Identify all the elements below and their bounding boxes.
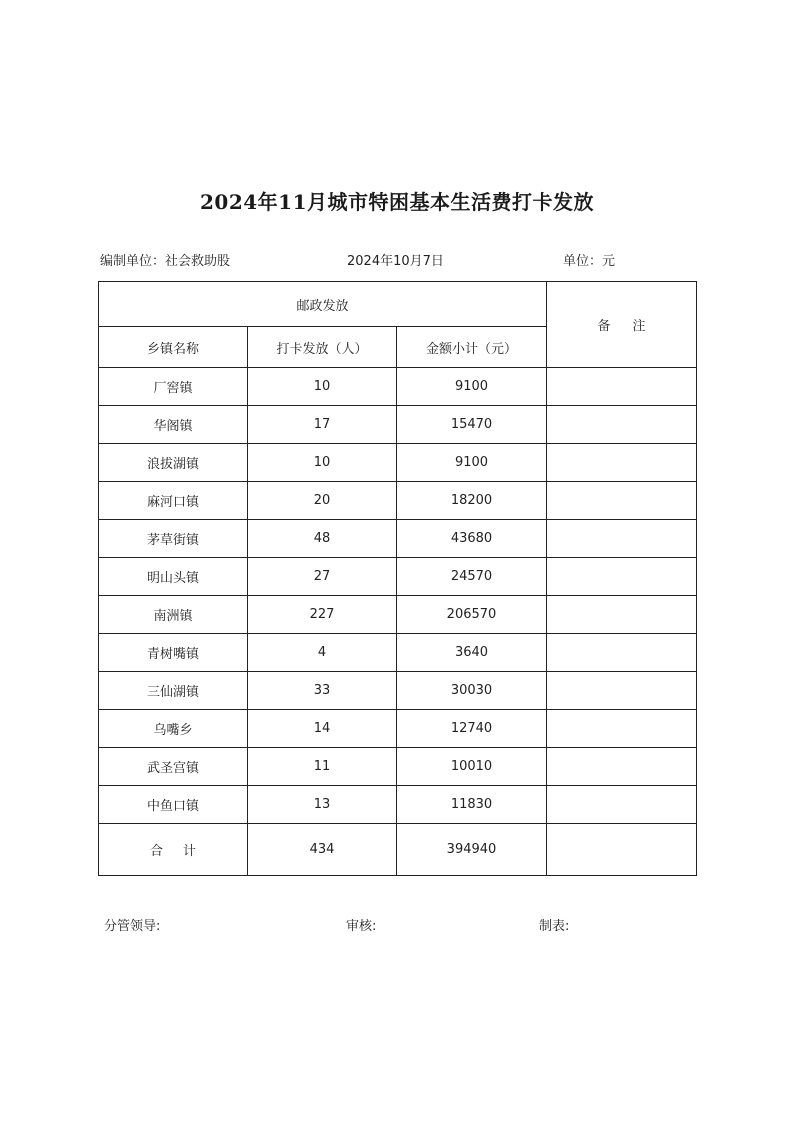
table-row <box>99 558 697 596</box>
town-name-cell: 南洲镇 <box>99 596 248 634</box>
card-count-header: 打卡发放（人） <box>248 327 397 368</box>
total-label-cell <box>99 824 248 876</box>
town-name-cell: 明山头镇 <box>99 558 248 596</box>
amount-cell: 10010 <box>397 748 547 786</box>
card-count-cell: 10 <box>248 444 397 482</box>
total-label: 合计 <box>149 844 216 859</box>
amount-cell: 15470 <box>397 406 547 444</box>
signature-maker: 制表: <box>539 919 570 934</box>
remark-header-label: 备注 <box>597 319 668 334</box>
total-remark-cell <box>547 824 697 876</box>
remark-cell <box>547 634 697 672</box>
table-row <box>99 786 697 824</box>
town-name-cell: 厂窖镇 <box>99 368 248 406</box>
town-name-cell: 武圣宫镇 <box>99 748 248 786</box>
table-group-header-row <box>99 282 697 327</box>
card-count-cell: 227 <box>248 596 397 634</box>
town-name-cell: 青树嘴镇 <box>99 634 248 672</box>
amount-subtotal-header: 金额小计（元） <box>397 327 547 368</box>
table-row <box>99 710 697 748</box>
currency-unit: 单位：元 <box>563 254 616 269</box>
card-count-cell: 17 <box>248 406 397 444</box>
remark-cell <box>547 672 697 710</box>
postal-disbursement-header: 邮政发放 <box>99 282 547 327</box>
total-amount-cell: 394940 <box>397 824 547 876</box>
card-count-cell: 14 <box>248 710 397 748</box>
table-row <box>99 406 697 444</box>
town-name-cell: 中鱼口镇 <box>99 786 248 824</box>
signature-leader: 分管领导: <box>104 919 161 934</box>
amount-cell: 43680 <box>397 520 547 558</box>
card-count-cell: 10 <box>248 368 397 406</box>
town-name-header: 乡镇名称 <box>99 327 248 368</box>
remark-cell <box>547 748 697 786</box>
table-row <box>99 368 697 406</box>
amount-cell: 3640 <box>397 634 547 672</box>
signature-review: 审核: <box>346 919 377 934</box>
town-name-cell: 浪拔湖镇 <box>99 444 248 482</box>
town-name-cell: 华阁镇 <box>99 406 248 444</box>
remark-cell <box>547 520 697 558</box>
amount-cell: 24570 <box>397 558 547 596</box>
amount-cell: 18200 <box>397 482 547 520</box>
remark-header <box>547 282 697 368</box>
town-name-cell: 乌嘴乡 <box>99 710 248 748</box>
town-name-cell: 三仙湖镇 <box>99 672 248 710</box>
amount-cell: 11830 <box>397 786 547 824</box>
remark-cell <box>547 786 697 824</box>
amount-cell: 9100 <box>397 444 547 482</box>
card-count-cell: 27 <box>248 558 397 596</box>
compiling-unit: 编制单位：社会救助股 <box>100 254 231 269</box>
amount-cell: 30030 <box>397 672 547 710</box>
card-count-cell: 13 <box>248 786 397 824</box>
amount-cell: 9100 <box>397 368 547 406</box>
town-name-cell: 茅草街镇 <box>99 520 248 558</box>
table-row <box>99 596 697 634</box>
remark-cell <box>547 444 697 482</box>
table-row <box>99 482 697 520</box>
disbursement-table <box>98 281 697 876</box>
remark-cell <box>547 368 697 406</box>
table-row <box>99 444 697 482</box>
table-row <box>99 634 697 672</box>
card-count-cell: 20 <box>248 482 397 520</box>
remark-cell <box>547 710 697 748</box>
table-row <box>99 672 697 710</box>
card-count-cell: 4 <box>248 634 397 672</box>
amount-cell: 206570 <box>397 596 547 634</box>
town-name-cell: 麻河口镇 <box>99 482 248 520</box>
remark-cell <box>547 406 697 444</box>
table-row <box>99 748 697 786</box>
total-row <box>99 824 697 876</box>
document-title: 2024年11月城市特困基本生活费打卡发放 <box>200 190 594 214</box>
document-date: 2024年10月7日 <box>347 254 444 269</box>
amount-cell: 12740 <box>397 710 547 748</box>
table-row <box>99 520 697 558</box>
card-count-cell: 11 <box>248 748 397 786</box>
remark-cell <box>547 596 697 634</box>
card-count-cell: 33 <box>248 672 397 710</box>
remark-cell <box>547 558 697 596</box>
total-count-cell: 434 <box>248 824 397 876</box>
card-count-cell: 48 <box>248 520 397 558</box>
remark-cell <box>547 482 697 520</box>
